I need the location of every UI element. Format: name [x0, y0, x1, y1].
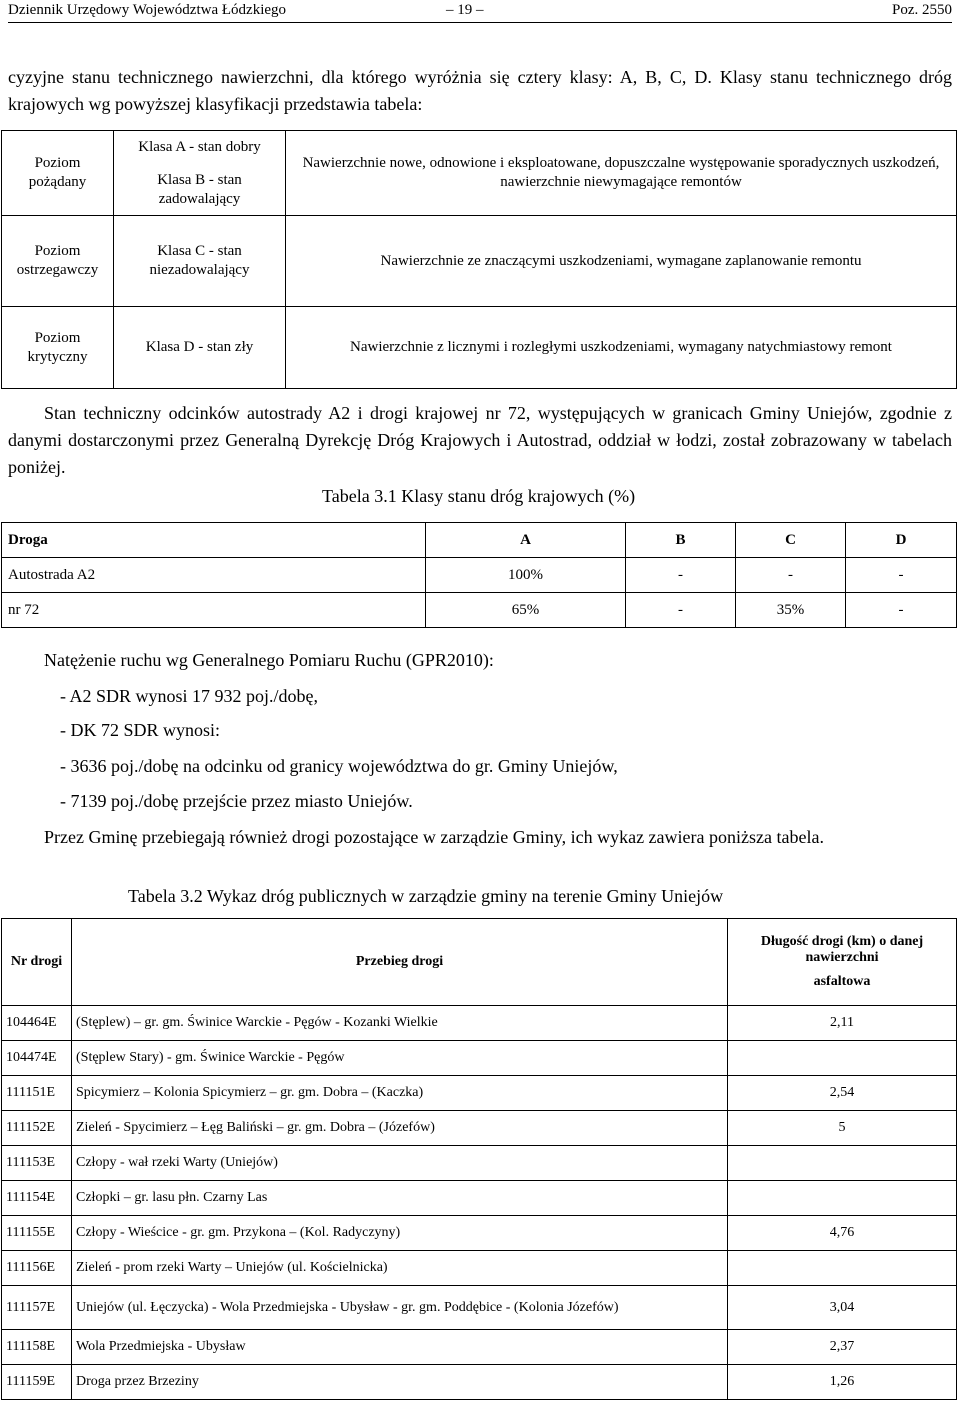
table-row — [2, 307, 957, 389]
road-number: 111157E — [2, 1286, 72, 1330]
municipal-paragraph: Przez Gminę przebiegają również drogi pozostające w zarządzie Gminy, ich wykaz zawiera poniższa tabela. — [44, 827, 824, 847]
table-cell: - — [626, 593, 736, 628]
table-cell: Autostrada A2 — [2, 558, 426, 593]
road-route: Zieleń - Spycimierz – Łęg Baliński – gr. gm. Dobra – (Józefów) — [72, 1111, 728, 1146]
page-number: – 19 – — [446, 2, 484, 18]
intro-paragraph: cyzyjne stanu technicznego nawierzchni, dla którego wyróżnia się cztery klasy: A, B, C, D. Klasy stanu technicznego dróg krajowych wg powyższej klasyfikacji przedstawia tabela: — [8, 67, 952, 114]
road-number: 111151E — [2, 1076, 72, 1111]
road-length: 2,54 — [728, 1076, 957, 1111]
road-number: 104464E — [2, 1006, 72, 1041]
table-cell: - — [846, 593, 957, 628]
table-row — [2, 558, 957, 593]
class-line: Klasa B - stan zadowalający — [157, 171, 242, 207]
table-row — [2, 1216, 957, 1251]
road-length: 4,76 — [728, 1216, 957, 1251]
road-length: 5 — [728, 1111, 957, 1146]
header-cell: Droga — [2, 523, 426, 558]
road-number: 111155E — [2, 1216, 72, 1251]
traffic-line: - DK 72 SDR wynosi: — [60, 720, 221, 740]
state-paragraph: Stan techniczny odcinków autostrady A2 i drogi krajowej nr 72, występujących w granicach Gminy Uniejów, zgodnie z danymi dostarczonymi przez Generalną Dyrekcję Dróg Krajowych i Autostrad, oddział w łodzi, został zobrazowany w tabelach poniżej. — [8, 403, 952, 477]
road-length — [728, 1181, 957, 1216]
description-cell: Nawierzchnie nowe, odnowione i eksploatowane, dopuszczalne występowanie sporadycznych uszkodzeń, nawierzchnie niewymagające remontów — [286, 131, 957, 216]
level-cell: Poziom ostrzegawczy — [2, 216, 114, 307]
road-number: 111158E — [2, 1330, 72, 1365]
description-cell: Nawierzchnie z licznymi i rozległymi uszkodzeniami, wymagany natychmiastowy remont — [286, 307, 957, 389]
table32-caption: Tabela 3.2 Wykaz dróg publicznych w zarządzie gminy na terenie Gminy Uniejów — [128, 886, 724, 906]
table-row — [2, 216, 957, 307]
table-row — [2, 593, 957, 628]
road-length: 3,04 — [728, 1286, 957, 1330]
table-cell: - — [626, 558, 736, 593]
header-cell: C — [736, 523, 846, 558]
traffic-title: Natężenie ruchu wg Generalnego Pomiaru Ruchu (GPR2010): — [44, 650, 494, 670]
road-number: 111154E — [2, 1181, 72, 1216]
road-length: 1,26 — [728, 1365, 957, 1400]
table-cell: - — [736, 558, 846, 593]
header-length-title: Długość drogi (km) o danej nawierzchni — [760, 934, 924, 965]
road-route: Uniejów (ul. Łęczycka) - Wola Przedmiejska - Ubysław - gr. gm. Poddębice - (Kolonia Józefów) — [72, 1286, 728, 1330]
header-cell: B — [626, 523, 736, 558]
table-row — [2, 1286, 957, 1330]
road-length: 2,11 — [728, 1006, 957, 1041]
description-cell: Nawierzchnie ze znaczącymi uszkodzeniami, wymagane zaplanowanie remontu — [286, 216, 957, 307]
page-header — [8, 0, 952, 24]
header-length — [728, 919, 957, 1006]
class-cell — [114, 131, 286, 216]
table-row — [2, 1041, 957, 1076]
table-row — [2, 131, 957, 216]
traffic-line: - 3636 poj./dobę na odcinku od granicy województwa do gr. Gminy Uniejów, — [60, 756, 618, 776]
municipal-roads-table — [1, 918, 957, 1400]
level-cell: Poziom pożądany — [2, 131, 114, 216]
road-length — [728, 1041, 957, 1076]
road-number: 111152E — [2, 1111, 72, 1146]
journal-title: Dziennik Urzędowy Województwa Łódzkiego — [8, 2, 287, 18]
road-route: Wola Przedmiejska - Ubysław — [72, 1330, 728, 1365]
header-rule — [8, 22, 952, 23]
road-route: Człopy - Wieścice - gr. gm. Przykona – (Kol. Radyczyny) — [72, 1216, 728, 1251]
table-row — [2, 1365, 957, 1400]
table31-caption: Tabela 3.1 Klasy stanu dróg krajowych (%) — [322, 486, 636, 506]
level-cell: Poziom krytyczny — [2, 307, 114, 389]
table-cell: nr 72 — [2, 593, 426, 628]
class-cell: Klasa C - stan niezadowalający — [114, 216, 286, 307]
road-length — [728, 1251, 957, 1286]
table-row — [2, 1251, 957, 1286]
header-cell: D — [846, 523, 957, 558]
road-route: Człopy - wał rzeki Warty (Uniejów) — [72, 1146, 728, 1181]
header-route: Przebieg drogi — [72, 919, 728, 1006]
table-cell: 35% — [736, 593, 846, 628]
class-line: Klasa A - stan dobry — [138, 138, 261, 155]
road-route: (Stęplew Stary) - gm. Świnice Warckie - Pęgów — [72, 1041, 728, 1076]
road-route: (Stęplew) – gr. gm. Świnice Warckie - Pęgów - Kozanki Wielkie — [72, 1006, 728, 1041]
table-row — [2, 1006, 957, 1041]
table-header-row — [2, 919, 957, 1006]
header-length-sub: asfaltowa — [813, 974, 871, 989]
table-row — [2, 1076, 957, 1111]
road-class-table — [1, 522, 957, 628]
road-number: 111159E — [2, 1365, 72, 1400]
traffic-line: - 7139 poj./dobę przejście przez miasto Uniejów. — [60, 791, 413, 811]
road-length — [728, 1146, 957, 1181]
road-number: 111156E — [2, 1251, 72, 1286]
table-cell: 65% — [426, 593, 626, 628]
road-route: Spicymierz – Kolonia Spicymierz – gr. gm. Dobra – (Kaczka) — [72, 1076, 728, 1111]
table-row — [2, 1111, 957, 1146]
position-number: Poz. 2550 — [892, 2, 952, 18]
road-number: 104474E — [2, 1041, 72, 1076]
table-header-row — [2, 523, 957, 558]
traffic-line: - A2 SDR wynosi 17 932 poj./dobę, — [60, 686, 319, 706]
classification-table — [1, 130, 957, 389]
table-cell: 100% — [426, 558, 626, 593]
header-nr: Nr drogi — [2, 919, 72, 1006]
class-cell: Klasa D - stan zły — [114, 307, 286, 389]
road-length: 2,37 — [728, 1330, 957, 1365]
road-route: Zieleń - prom rzeki Warty – Uniejów (ul. Kościelnicka) — [72, 1251, 728, 1286]
header-cell: A — [426, 523, 626, 558]
road-route: Droga przez Brzeziny — [72, 1365, 728, 1400]
table-row — [2, 1330, 957, 1365]
table-row — [2, 1181, 957, 1216]
table-row — [2, 1146, 957, 1181]
road-route: Człopki – gr. lasu płn. Czarny Las — [72, 1181, 728, 1216]
road-number: 111153E — [2, 1146, 72, 1181]
table-cell: - — [846, 558, 957, 593]
